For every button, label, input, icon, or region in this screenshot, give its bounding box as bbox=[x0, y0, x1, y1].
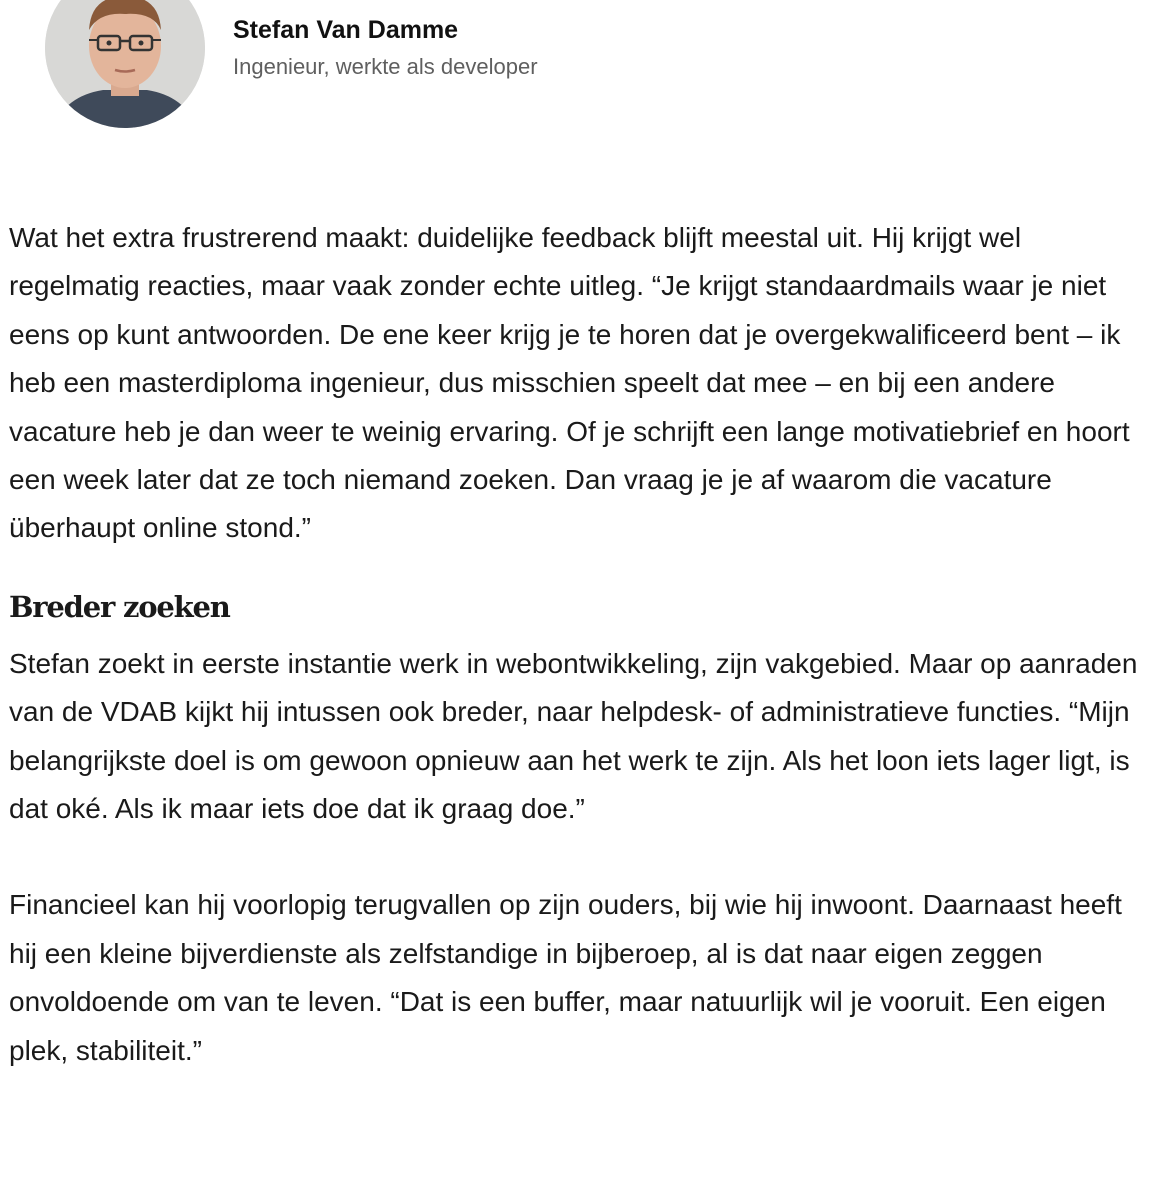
article-paragraph-3: Financieel kan hij voorlopig terugvallen op zijn ouders, bij wie hij inwoont. Daarnaast heeft hij een kleine bijverdienste als zelfstandige in bijberoep, al is dat naar eigen zeggen onvoldoende om van te leven. “Dat is een buffer, maar natuurlijk wil je vooruit. Een eigen plek, stabiliteit.” bbox=[9, 889, 1122, 1066]
author-meta bbox=[233, 15, 538, 81]
author-block bbox=[45, 0, 538, 128]
avatar bbox=[45, 0, 205, 128]
article-paragraph-2: Stefan zoekt in eerste instantie werk in webontwikkeling, zijn vakgebied. Maar op aanraden van de VDAB kijkt hij intussen ook breder, naar helpdesk- of administratieve functies. “Mijn belangrijkste doel is om gewoon opnieuw aan het werk te zijn. Als het loon iets lager ligt, is dat oké. Als ik maar iets doe dat ik graag doe.” bbox=[9, 647, 1138, 825]
section-heading: Breder zoeken bbox=[9, 589, 230, 624]
article-body bbox=[9, 214, 1154, 1075]
author-name: Stefan Van Damme bbox=[233, 16, 459, 44]
article-paragraph-1: Wat het extra frustrerend maakt: duidelijke feedback blijft meestal uit. Hij krijgt wel regelmatig reacties, maar vaak zonder echte uitleg. “Je krijgt standaardmails waar je niet eens op kunt antwoorden. De ene keer krijg je te horen dat je overgekwalificeerd bent – ik heb een masterdiploma ingenieur, dus misschien speelt dat mee – en bij een andere vacature heb je dan weer te weinig ervaring. Of je schrijft een lange motivatiebrief en hoort een week later dat ze toch niemand zoeken. Dan vraag je je af waarom die vacature überhaupt online stond.” bbox=[9, 222, 1130, 544]
author-role: Ingenieur, werkte als developer bbox=[233, 54, 538, 79]
author-photo bbox=[45, 0, 205, 128]
